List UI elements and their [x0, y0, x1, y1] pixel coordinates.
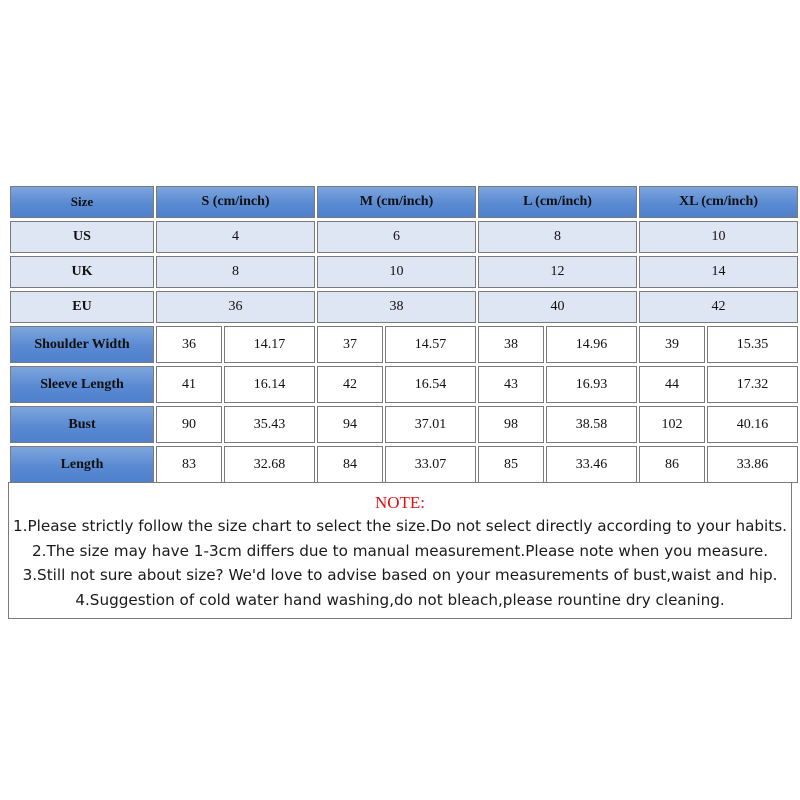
region-label: US: [10, 221, 154, 253]
measurement-cm: 37: [317, 326, 383, 363]
measurement-label: Sleeve Length: [10, 366, 154, 403]
size-table: [8, 183, 800, 486]
header-size-label: Size: [10, 186, 154, 218]
measurement-cm: 86: [639, 446, 705, 483]
note-title: NOTE:: [374, 493, 426, 512]
region-label: UK: [10, 256, 154, 288]
measurement-inch: 16.93: [546, 366, 637, 403]
region-cell: 14: [639, 256, 798, 288]
region-cell: 6: [317, 221, 476, 253]
note-line: 4.Suggestion of cold water hand washing,do not bleach,please rountine dry cleaning.: [75, 590, 725, 609]
size-chart: [8, 183, 792, 486]
measurement-inch: 15.35: [707, 326, 798, 363]
measurement-row-length: [10, 446, 798, 483]
measurement-inch: 14.17: [224, 326, 315, 363]
region-cell: 38: [317, 291, 476, 323]
measurement-row-bust: [10, 406, 798, 443]
measurement-cm: 41: [156, 366, 222, 403]
measurement-cm: 83: [156, 446, 222, 483]
measurement-cm: 98: [478, 406, 544, 443]
region-cell: 4: [156, 221, 315, 253]
measurement-inch: 14.57: [385, 326, 476, 363]
measurement-cm: 39: [639, 326, 705, 363]
header-size-s: S (cm/inch): [156, 186, 315, 218]
measurement-cm: 84: [317, 446, 383, 483]
header-size-xl: XL (cm/inch): [639, 186, 798, 218]
measurement-inch: 17.32: [707, 366, 798, 403]
region-label: EU: [10, 291, 154, 323]
measurement-cm: 44: [639, 366, 705, 403]
measurement-row-shoulder-width: [10, 326, 798, 363]
header-size-l: L (cm/inch): [478, 186, 637, 218]
measurement-inch: 40.16: [707, 406, 798, 443]
measurement-inch: 38.58: [546, 406, 637, 443]
measurement-cm: 42: [317, 366, 383, 403]
region-cell: 8: [478, 221, 637, 253]
region-cell: 42: [639, 291, 798, 323]
note-box: [8, 482, 792, 619]
measurement-inch: 33.46: [546, 446, 637, 483]
header-row: [10, 186, 798, 218]
measurement-inch: 16.14: [224, 366, 315, 403]
measurement-label: Shoulder Width: [10, 326, 154, 363]
measurement-label: Bust: [10, 406, 154, 443]
measurement-inch: 37.01: [385, 406, 476, 443]
measurement-cm: 94: [317, 406, 383, 443]
region-cell: 36: [156, 291, 315, 323]
region-row-us: [10, 221, 798, 253]
measurement-inch: 33.86: [707, 446, 798, 483]
measurement-label: Length: [10, 446, 154, 483]
header-size-m: M (cm/inch): [317, 186, 476, 218]
region-cell: 10: [317, 256, 476, 288]
measurement-inch: 14.96: [546, 326, 637, 363]
measurement-cm: 36: [156, 326, 222, 363]
region-cell: 10: [639, 221, 798, 253]
note-line: 3.Still not sure about size? We'd love to advise based on your measurements of bust,waist and hip.: [22, 566, 778, 584]
region-cell: 40: [478, 291, 637, 323]
measurement-cm: 85: [478, 446, 544, 483]
region-cell: 8: [156, 256, 315, 288]
measurement-cm: 43: [478, 366, 544, 403]
measurement-inch: 33.07: [385, 446, 476, 483]
measurement-inch: 16.54: [385, 366, 476, 403]
measurement-cm: 102: [639, 406, 705, 443]
measurement-cm: 38: [478, 326, 544, 363]
measurement-cm: 90: [156, 406, 222, 443]
region-row-eu: [10, 291, 798, 323]
region-row-uk: [10, 256, 798, 288]
measurement-inch: 32.68: [224, 446, 315, 483]
measurement-row-sleeve-length: [10, 366, 798, 403]
note-line: 2.The size may have 1-3cm differs due to manual measurement.Please note when you measure.: [31, 541, 769, 560]
note-line: 1.Please strictly follow the size chart to select the size.Do not select directly according to your habits.: [13, 517, 787, 535]
region-cell: 12: [478, 256, 637, 288]
measurement-inch: 35.43: [224, 406, 315, 443]
